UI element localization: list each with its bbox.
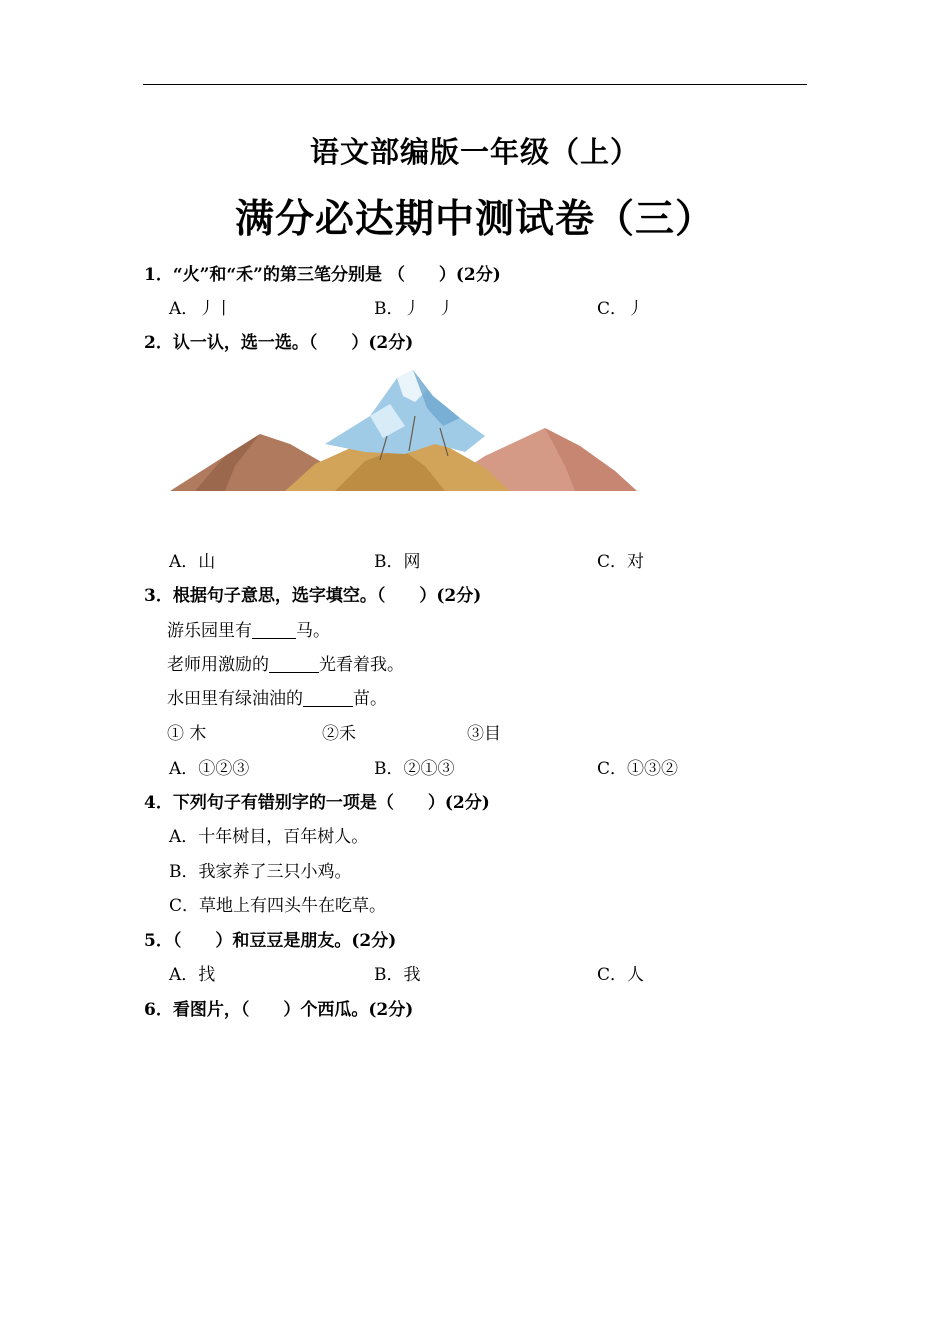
sentence-1-before: 游乐园里有 xyxy=(167,621,252,641)
question-3-option-c[interactable]: C．①③② xyxy=(597,759,679,779)
exam-subtitle: 语文部编版一年级（上） xyxy=(309,135,640,169)
sentence-2-after: 光看着我。 xyxy=(319,655,404,675)
question-4-option-a[interactable]: A．十年树目，百年树人。 xyxy=(169,827,369,847)
question-3-sentence-1 xyxy=(167,616,330,641)
question-4-stem: 4．下列句子有错别字的一项是（ ）(2分) xyxy=(144,793,490,813)
sentence-3-after: 苗。 xyxy=(353,689,387,709)
question-5-stem: 5．（ ）和豆豆是朋友。(2分) xyxy=(144,931,397,951)
question-2-option-c[interactable]: C．对 xyxy=(597,552,645,572)
question-4-option-c[interactable]: C．草地上有四头牛在吃草。 xyxy=(169,896,387,916)
question-3-choice-2: ②禾 xyxy=(322,724,356,744)
question-4-option-b[interactable]: B．我家养了三只小鸡。 xyxy=(169,862,352,882)
question-2-option-b[interactable]: B．网 xyxy=(374,552,421,572)
mountain-illustration xyxy=(165,356,640,506)
question-1-option-c[interactable]: C．丿 xyxy=(597,299,645,319)
question-3-stem: 3．根据句子意思，选字填空。（ ）(2分) xyxy=(144,586,482,606)
question-5-option-c[interactable]: C．人 xyxy=(597,965,645,985)
question-1-option-b[interactable]: B．丿 丿 xyxy=(374,299,455,319)
top-rule xyxy=(143,84,807,85)
sentence-1-after: 马。 xyxy=(296,621,330,641)
question-6-stem: 6．看图片，（ ）个西瓜。(2分) xyxy=(144,1000,414,1020)
sentence-3-blank[interactable] xyxy=(303,689,353,707)
question-5-option-b[interactable]: B．我 xyxy=(374,965,421,985)
question-3-sentence-3 xyxy=(167,684,387,709)
sentence-3-before: 水田里有绿油油的 xyxy=(167,689,303,709)
exam-title: 满分必达期中测试卷（三） xyxy=(234,196,715,242)
question-3-choice-1: ① 木 xyxy=(167,724,207,744)
question-3-choice-3: ③目 xyxy=(467,724,501,744)
question-2-option-a[interactable]: A．山 xyxy=(169,552,216,572)
question-3-option-a[interactable]: A．①②③ xyxy=(169,759,250,779)
sentence-2-before: 老师用激励的 xyxy=(167,655,269,675)
sentence-1-blank[interactable] xyxy=(252,621,296,639)
sentence-2-blank[interactable] xyxy=(269,655,319,673)
question-3-sentence-2 xyxy=(167,650,404,675)
question-1-stem: 1．“火”和“禾”的第三笔分别是 （ ）(2分) xyxy=(144,265,501,285)
question-3-option-b[interactable]: B．②①③ xyxy=(374,759,455,779)
question-1-option-a[interactable]: A．丿丨 xyxy=(169,299,233,319)
question-5-option-a[interactable]: A．找 xyxy=(169,965,216,985)
question-2-stem: 2．认一认，选一选。（ ）(2分) xyxy=(144,333,414,353)
